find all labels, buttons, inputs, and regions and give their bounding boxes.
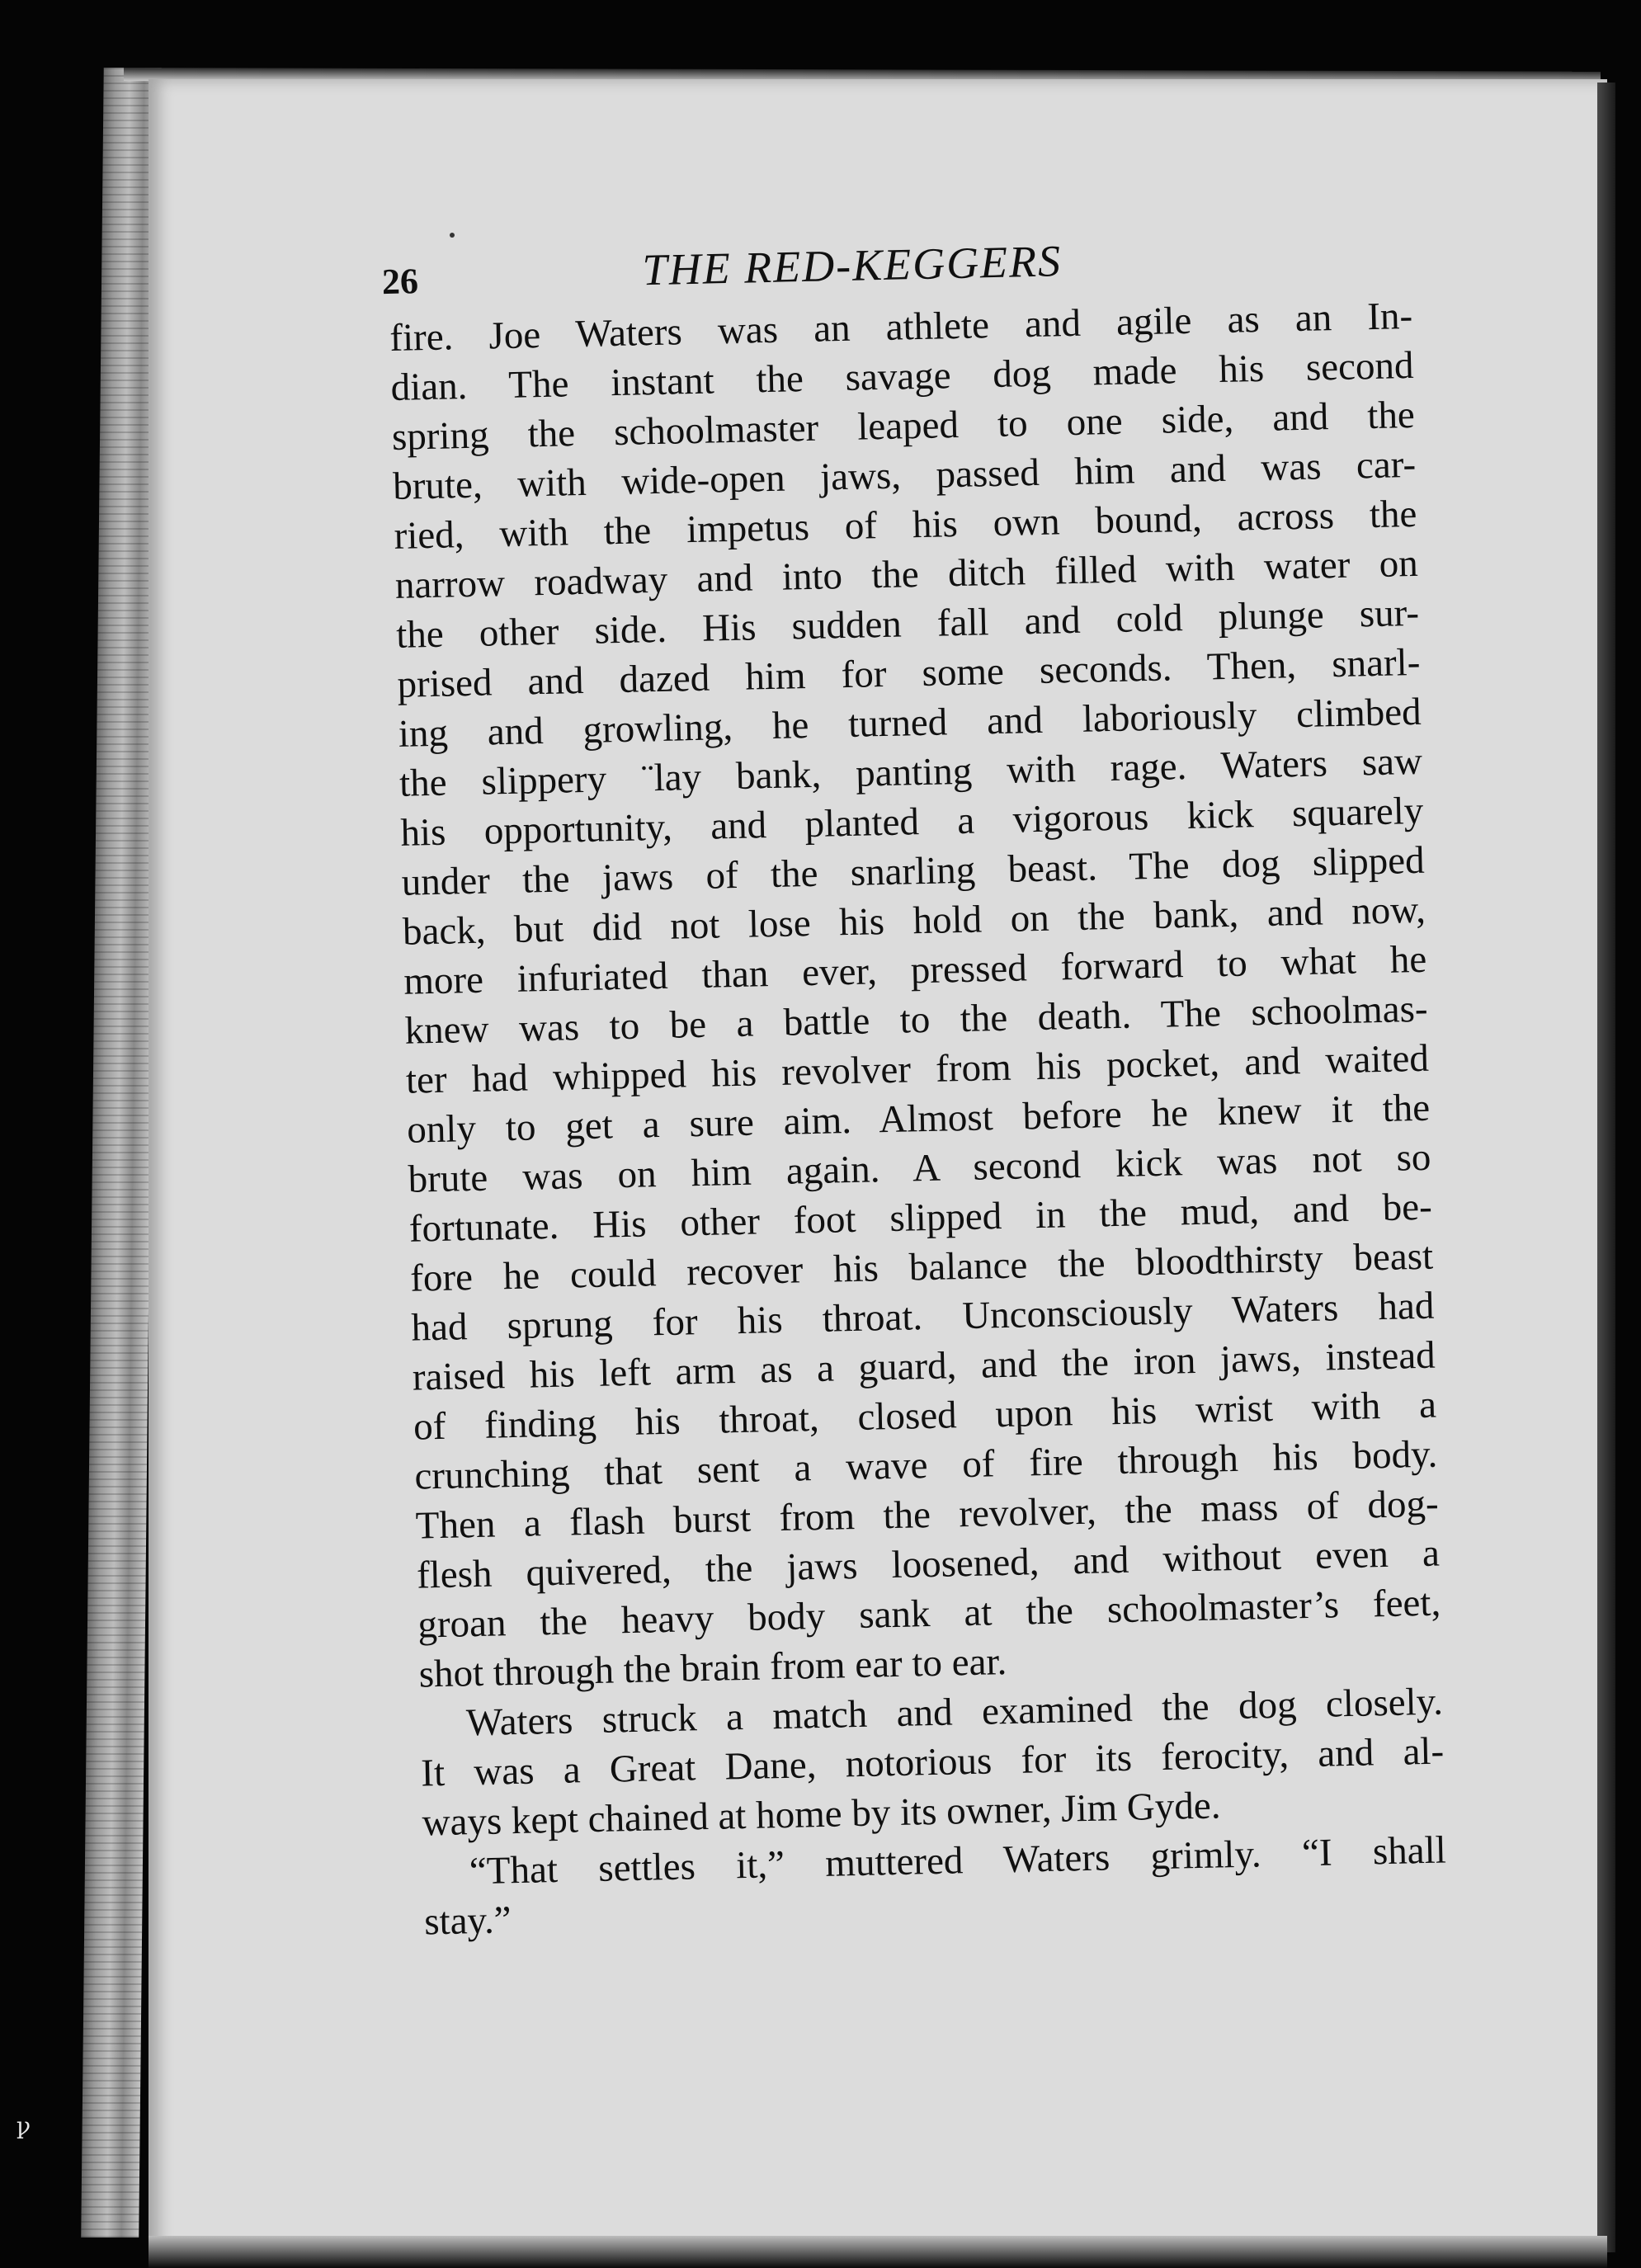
text-line: shot through the brain from ear to ear. [418, 1640, 1007, 1696]
text-line: raised his left arm as a guard, and the iron jaws, instead [412, 1333, 1436, 1399]
text-line: knew was to be a battle to the death. The schoolmas- [404, 987, 1428, 1053]
text-line: brute, with wide-open jaws, passed him and was car- [392, 442, 1417, 508]
text-line: groan the heavy body sank at the schoolmaster’s feet, [417, 1581, 1441, 1647]
text-line: Then a flash burst from the revolver, the mass of dog- [415, 1482, 1440, 1548]
text-line: the other side. His sudden fall and cold plunge sur- [395, 591, 1420, 657]
text-line: had sprung for his throat. Unconsciously Waters had [411, 1284, 1435, 1350]
text-line: “That settles it,” muttered Waters grimly. “I shall [469, 1828, 1447, 1893]
text-line: narrow roadway and into the ditch filled with water on [394, 541, 1419, 607]
text-line: brute was on him again. A second kick was not so [408, 1135, 1431, 1201]
text-line: ried, with the impetus of his own bound, across the [394, 492, 1417, 558]
scan-artifact: ꝩ [17, 2112, 31, 2139]
text-line: fire. Joe Waters was an athlete and agile as an In- [389, 294, 1413, 360]
ink-speck [450, 233, 455, 238]
text-line: stay.” [423, 1898, 512, 1944]
text-line: dian. The instant the savage dog made his second [390, 343, 1414, 409]
text-line: more infuriated than ever, pressed forward to what he [403, 937, 1427, 1003]
text-line: his opportunity, and planted a vigorous kick squarely [399, 789, 1424, 855]
text-line: of finding his throat, closed upon his wrist with a [413, 1383, 1437, 1449]
page-bottom-edge [149, 2236, 1607, 2268]
text-line: fortunate. His other foot slipped in the mud, and be- [408, 1185, 1433, 1251]
page-text [381, 225, 1448, 1947]
text-line: ways kept chained at home by its owner, Jim Gyde. [422, 1784, 1221, 1845]
text-line: ing and growling, he turned and laboriously climbed [398, 690, 1422, 756]
text-line: only to get a sure aim. Almost before he knew it the [406, 1086, 1431, 1152]
text-line: flesh quivered, the jaws loosened, and without even a [416, 1531, 1441, 1597]
text-line: Waters struck a match and examined the dog closely. [465, 1680, 1444, 1745]
text-line: spring the schoolmaster leaped to one side, and the [391, 393, 1416, 459]
text-line: back, but did not lose his hold on the bank, and now, [402, 888, 1426, 954]
text-line: fore he could recover his balance the bloodthirsty beast [409, 1234, 1434, 1300]
text-line: It was a Great Dane, notorious for its ferocity, and al- [420, 1729, 1445, 1795]
text-line: the slippery ¨lay bank, panting with rage. Waters saw [398, 739, 1423, 805]
book-title: THE RED-KEGGERS [642, 236, 1063, 295]
text-line: under the jaws of the snarling beast. The dog slipped [401, 838, 1426, 904]
text-line: prised and dazed him for some seconds. Then, snarl- [396, 640, 1421, 706]
text-line: crunching that sent a wave of fire through his body. [413, 1432, 1438, 1498]
page-number: 26 [381, 261, 419, 303]
text-line: ter had whipped his revolver from his pocket, and waited [405, 1036, 1430, 1102]
page-right-edge [1597, 83, 1615, 2252]
